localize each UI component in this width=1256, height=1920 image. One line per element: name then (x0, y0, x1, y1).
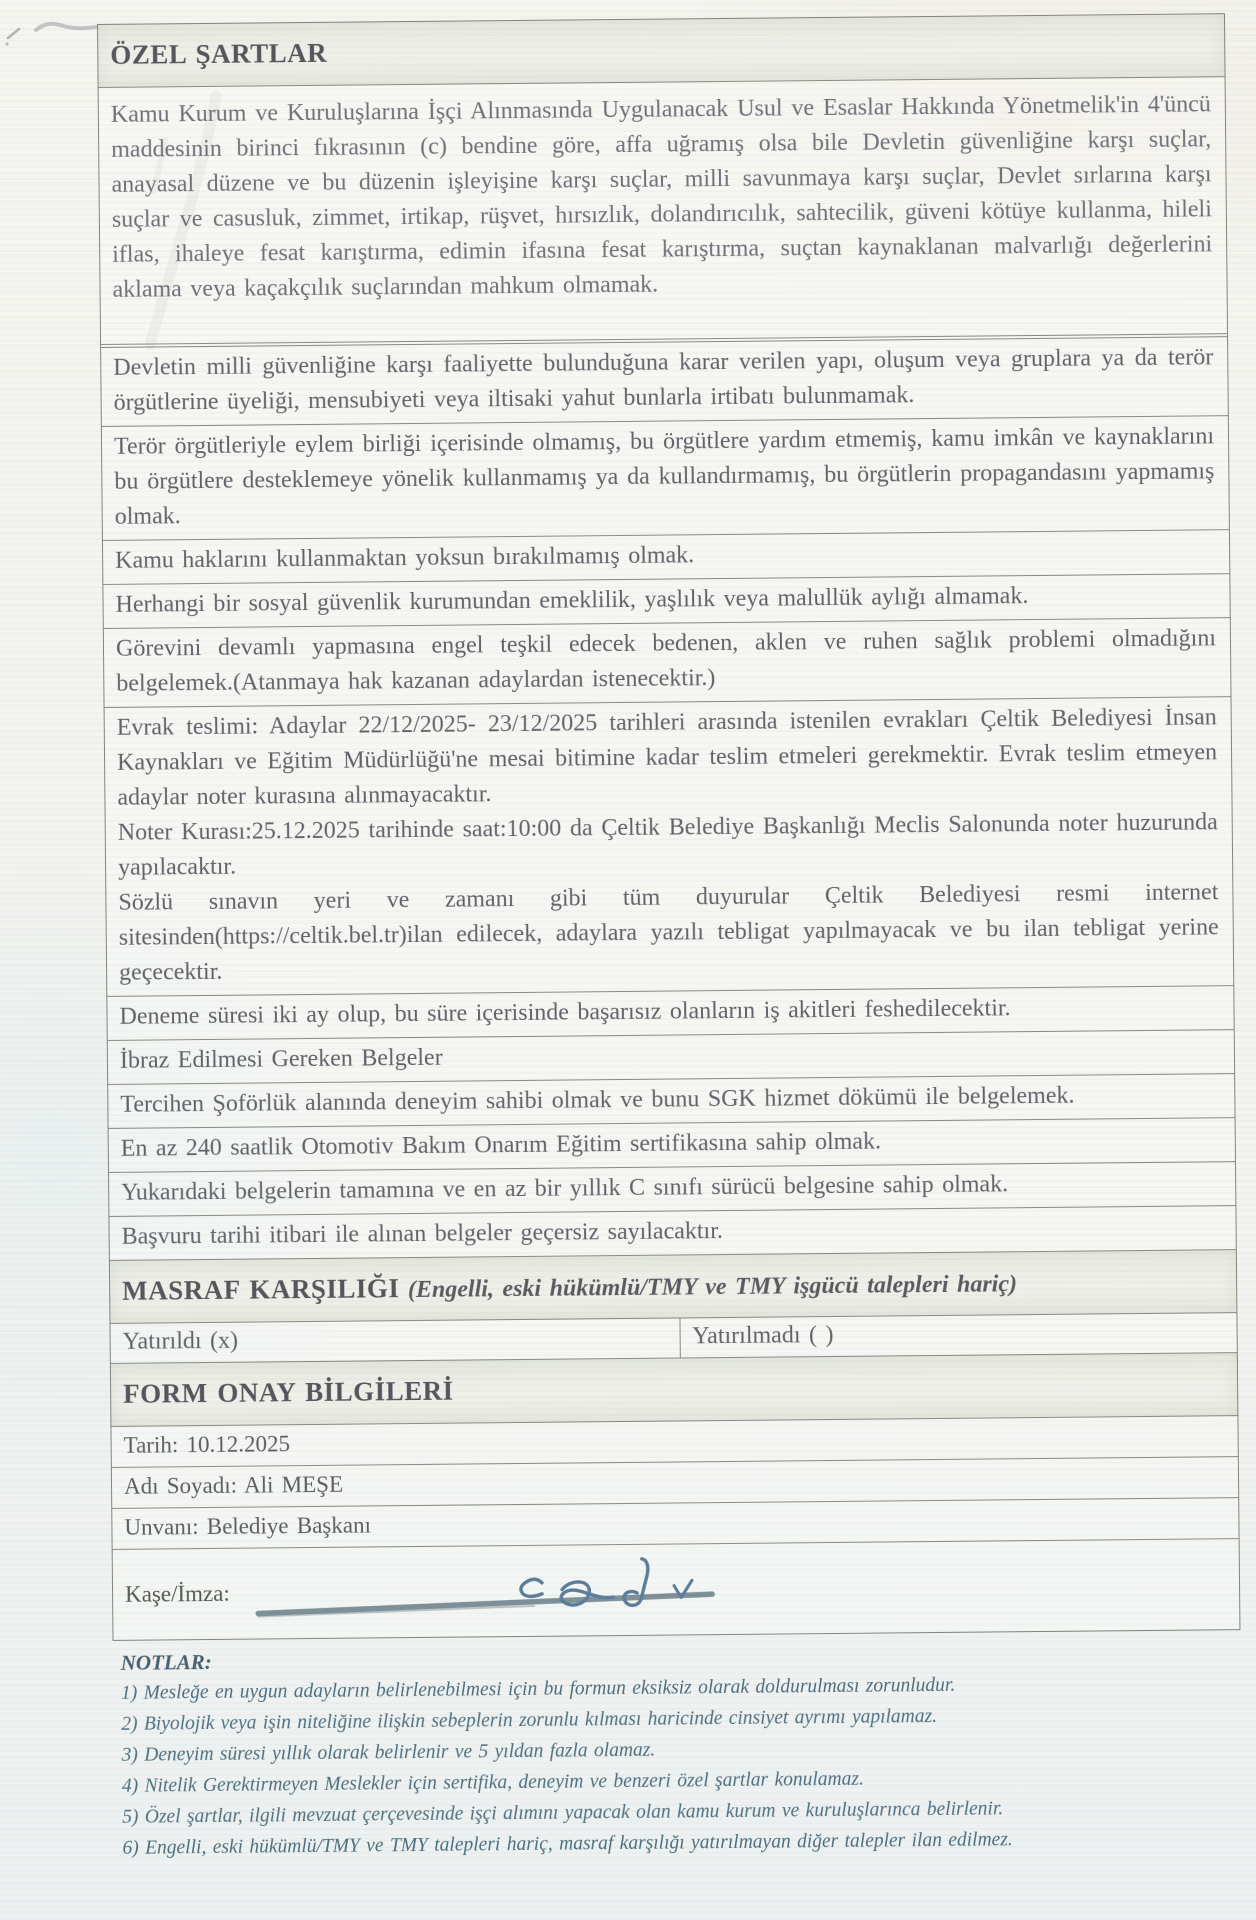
condition-row (102, 415, 1229, 540)
section-title: ÖZEL ŞARTLAR (110, 37, 328, 70)
title-value: Belediye Başkanı (206, 1512, 372, 1540)
condition-row (104, 617, 1231, 707)
date-label: Tarih: (123, 1432, 179, 1458)
note-item: 4) Nitelik Gerektirmeyen Meslekler için sertifika, deneyim ve benzeri özel şartlar konulamaz. (121, 1768, 864, 1797)
condition-text: Sözlü sınavın yeri ve zamanı gibi tüm duyurular Çeltik Belediyesi resmi internet sitesinden(https://celtik.bel.tr)ilan edilecek, adaylara yazılı tebligat yapılmayacak ve bu ilan tebligat yerine geçecektir. (118, 879, 1219, 986)
note-item: 1) Mesleğe en uygun adayların belirlenebilmesi için bu formun eksiksiz olarak doldurulması zorunludur. (120, 1674, 956, 1704)
title-label: Unvanı: (124, 1514, 199, 1540)
condition-text: Herhangi bir sosyal güvenlik kurumundan emeklilik, yaşlılık veya malullük aylığı almamak. (115, 583, 1029, 618)
section-header-form-onay (111, 1352, 1238, 1426)
note-item: 6) Engelli, eski hükümlü/TMY ve TMY talepleri hariç, masraf karşılığı yatırılmayan diğer talepler ilan edilmez. (122, 1829, 1013, 1859)
condition-row-evrak-teslimi (105, 696, 1234, 996)
condition-text: En az 240 saatlik Otomotiv Bakım Onarım Eğitim sertifikasına sahip olmak. (120, 1128, 882, 1162)
note-item: 2) Biyolojik veya işin niteliğine ilişkin sebeplerin zorunlu kılması haricinde cinsiyet ayrımı yapılamaz. (121, 1706, 938, 1735)
stamp-signature-row (113, 1538, 1240, 1640)
condition-row (101, 333, 1228, 426)
condition-text: Noter Kurası:25.12.2025 tarihinde saat:10:00 da Çeltik Belediye Başkanlığı Meclis Salonunda noter huzurunda yapılacaktır. (117, 809, 1218, 881)
condition-text: Kamu Kurum ve Kuruluşlarına İşçi Alınmasında Uygulanacak Usul ve Esaslar Hakkında Yönetmelik'in 4'üncü maddesinin birinci fıkrasının (c) bendine göre, affa uğramış olsa bile Devletin güvenliğine karşı suçlar, anayasal düzene ve bu düzenin işleyişine karşı suçlar, milli savunmaya karşı suçlar, Devlet sırlarına karşı suçlar ve casusluk, zimmet, irtikap, rüşvet, hırsızlık, dolandırıcılık, sahtecilik, güveni kötüye kullanma, hileli iflas, ihaleye fesat karıştırma, edimin ifasına fesat karıştırma, suçtan kaynaklanan malvarlığı değerlerini aklama veya kaçakçılık suçlarından mahkum olmamak. (110, 91, 1213, 303)
form-onay-title: FORM ONAY BİLGİLERİ (123, 1375, 454, 1409)
condition-text: Görevini devamlı yapmasına engel teşkil edecek bedenen, aklen ve ruhen sağlık problemi olmadığını belgelemek.(Atanmaya hak kazanan adaylardan istenecektir.) (115, 625, 1217, 697)
condition-text: Devletin milli güvenliğine karşı faaliyette bulunduğuna karar verilen yapı, oluşum veya gruplara ya da terör örgütlerine üyeliği, mensubiyeti veya iltisaki yahut bunlarla irtibatı bulunmamak. (113, 344, 1214, 416)
notes-heading: NOTLAR: (120, 1649, 212, 1675)
section-header-ozel-sartlar (98, 14, 1225, 87)
note-item: 5) Özel şartlar, ilgili mevzuat çerçevesinde işçi alımını yapacak olan kamu kurum ve kuruluşlarınca belirlenir. (122, 1798, 1004, 1828)
condition-text: Deneme süresi iki ay olup, bu süre içerisinde başarısız olanların iş akitleri feshedilecektir. (119, 995, 1011, 1030)
name-label: Adı Soyadı: (123, 1472, 238, 1499)
masraf-title-note: (Engelli, eski hükümlü/TMY ve TMY işgücü talepleri hariç) (407, 1271, 1018, 1304)
condition-text: İbraz Edilmesi Gereken Belgeler (119, 1044, 443, 1074)
unpaid-label: Yatırılmadı ( ) (692, 1321, 834, 1350)
date-value: 10.12.2025 (186, 1431, 291, 1458)
notes-section (113, 1640, 1243, 1861)
ozel-sartlar-table (97, 13, 1240, 1641)
scanned-form (97, 13, 1243, 1868)
note-item: 3) Deneyim süresi yıllık olarak belirlenir ve 5 yıldan fazla olamaz. (121, 1739, 656, 1766)
unpaid-cell (679, 1313, 1237, 1357)
signature-scribble (243, 1552, 764, 1623)
paid-label: Yatırıldı (x) (122, 1327, 239, 1355)
condition-text: Terör örgütleriyle eylem birliği içerisinde olmamış, bu örgütlere yardım etmemiş, kamu imkân ve kaynaklarını bu örgütlere desteklemeye yönelik kullanmamış ya da kullandırmamış, bu örgütlerin propagandasını yapmamış olmak. (113, 423, 1215, 530)
condition-text: Yukarıdaki belgelerin tamamına ve en az bir yıllık C sınıfı sürücü belgesine sahip olmak. (121, 1171, 1009, 1206)
condition-row (99, 76, 1227, 344)
paid-cell (110, 1318, 679, 1362)
section-header-masraf-karsiligi (110, 1249, 1237, 1323)
condition-text: Tercihen Şoförlük alanında deneyim sahibi olmak ve bunu SGK hizmet dökümü ile belgelemek. (120, 1082, 1075, 1118)
condition-text: Evrak teslimi: Adaylar 22/12/2025- 23/12/2025 tarihleri arasında istenilen evrakları Çeltik Belediyesi İnsan Kaynakları ve Eğitim Müdürlüğü'ne mesai bitimine kadar teslim etmeleri gerekmektir. Evrak teslim etmeyen adaylar noter kurasına alınmayacaktır. (116, 704, 1218, 811)
stamp-label: Kaşe/İmza: (124, 1580, 230, 1607)
masraf-title: MASRAF KARŞILIĞI (122, 1273, 400, 1306)
name-value: Ali MEŞE (243, 1471, 344, 1498)
condition-text: Başvuru tarihi itibari ile alınan belgeler geçersiz sayılacaktır. (121, 1218, 724, 1250)
condition-text: Kamu haklarını kullanmaktan yoksun bırakılmamış olmak. (115, 542, 695, 574)
